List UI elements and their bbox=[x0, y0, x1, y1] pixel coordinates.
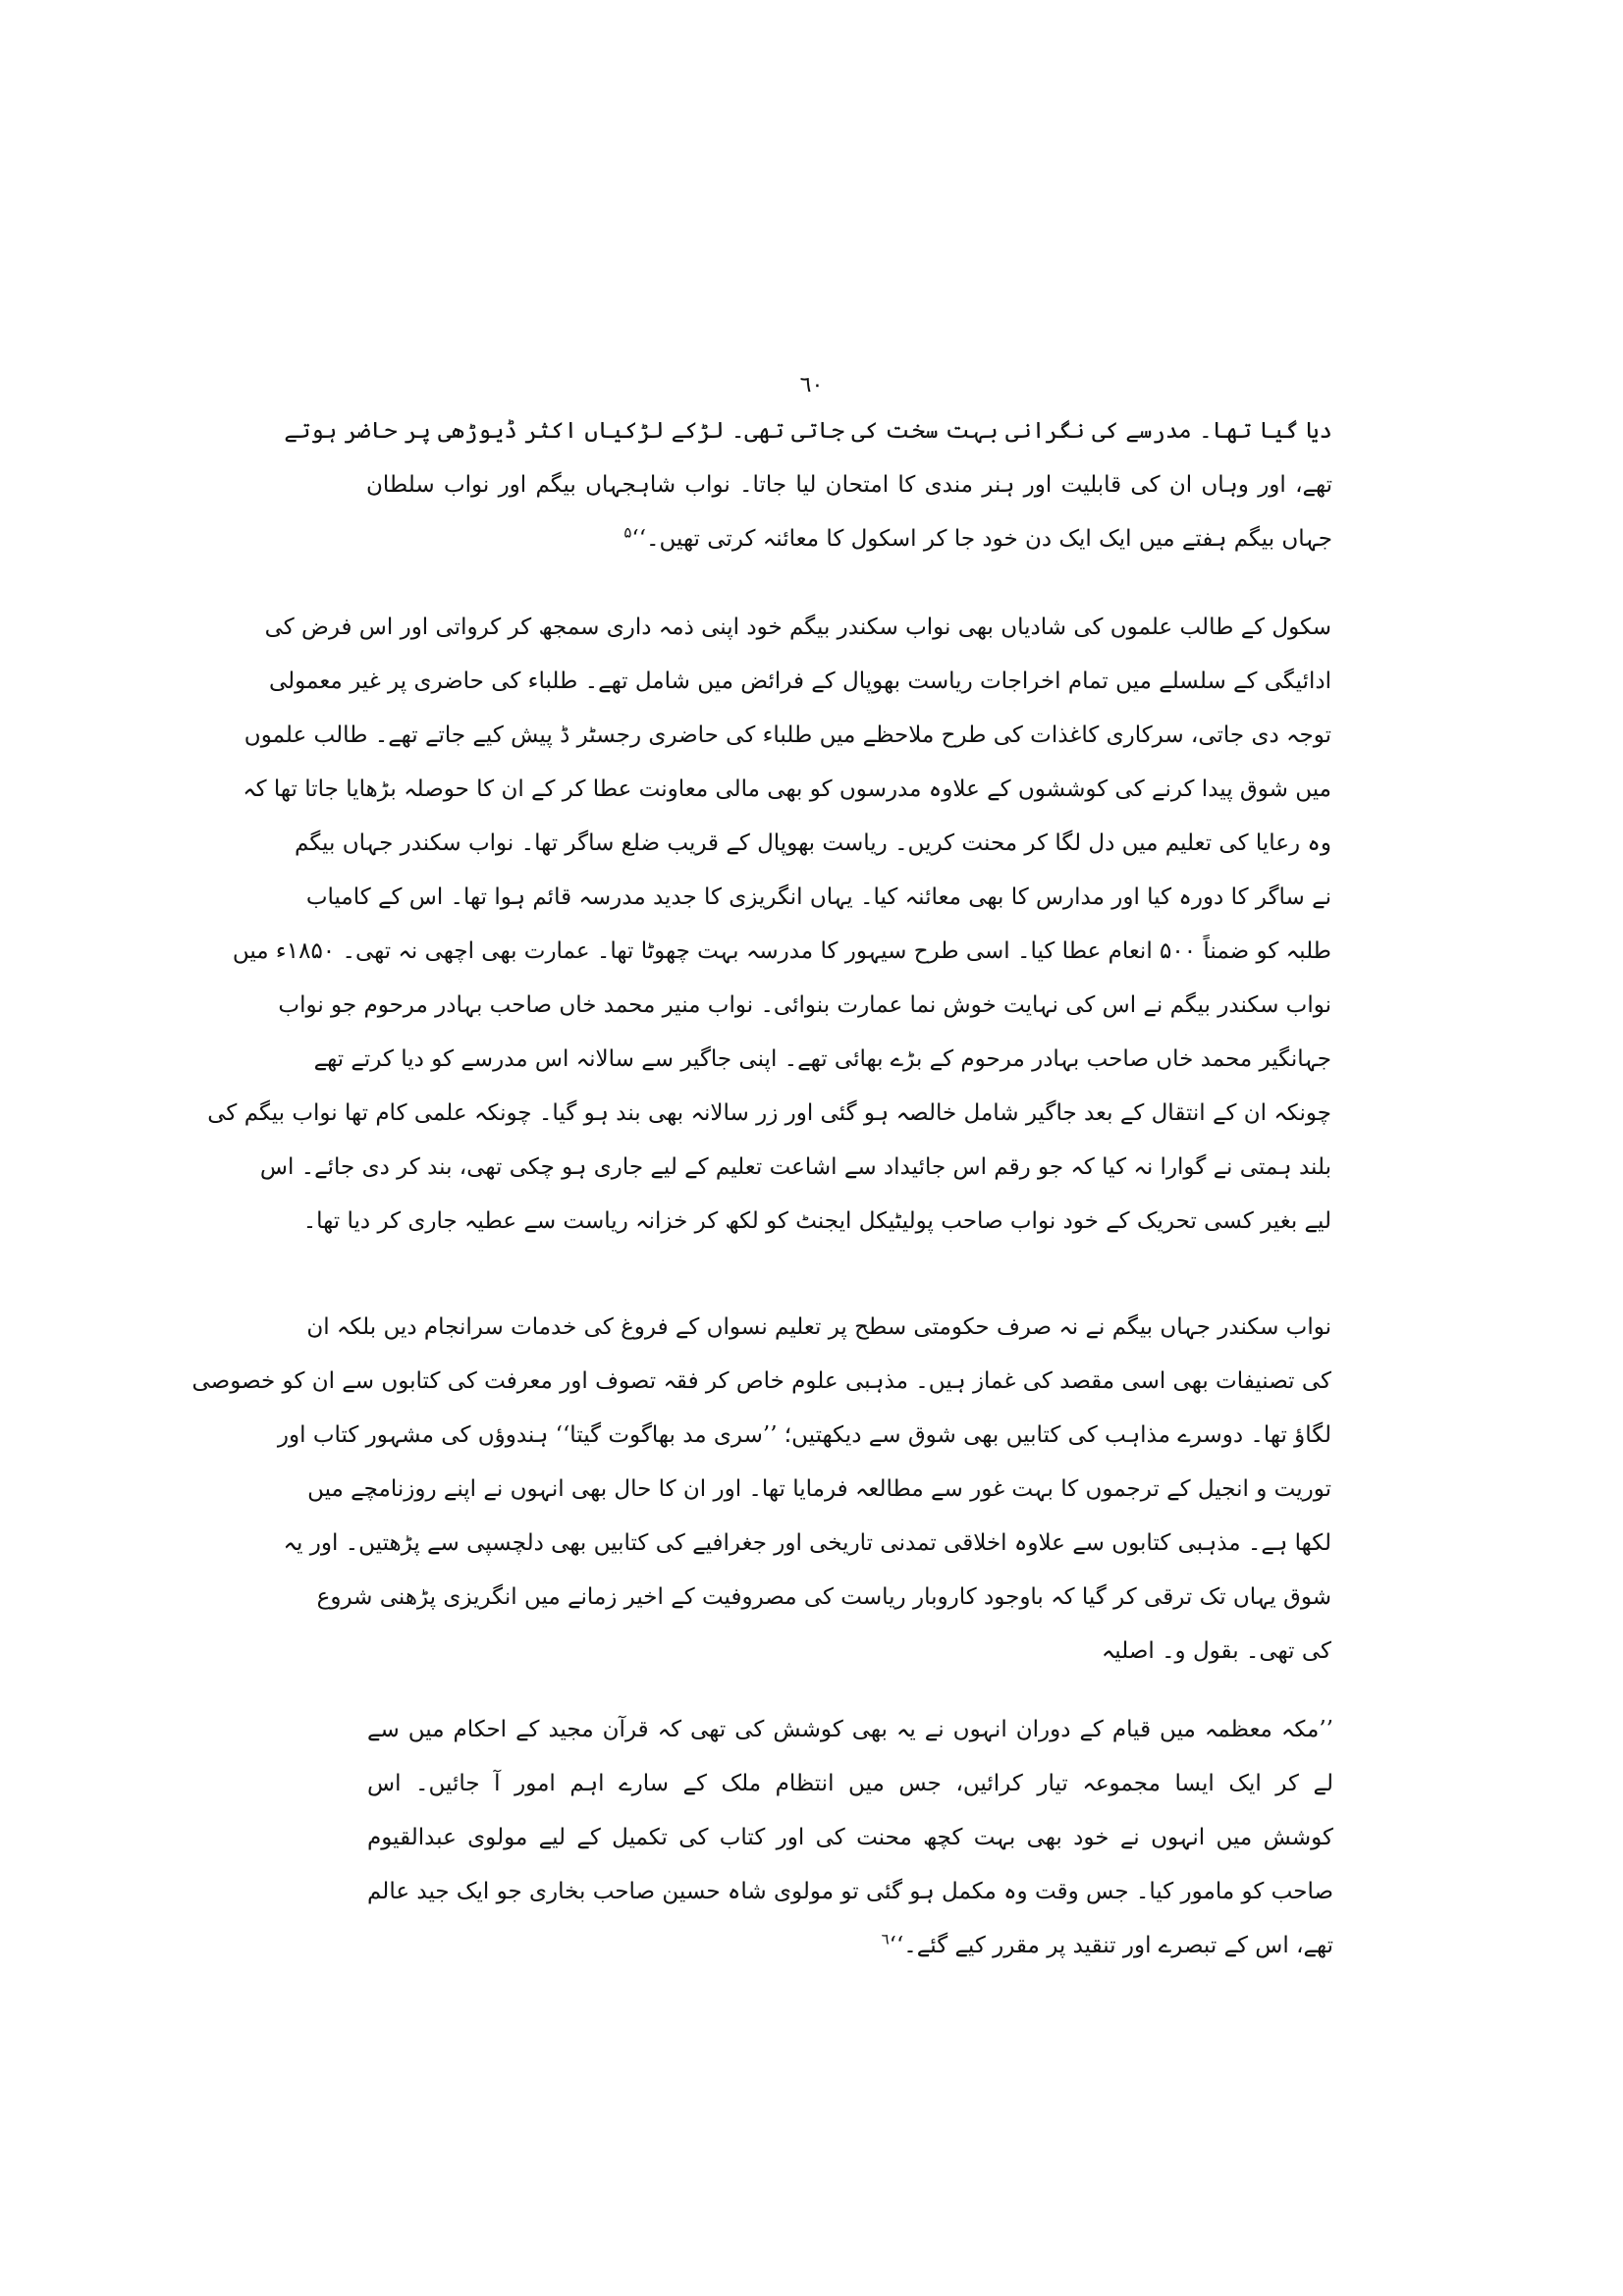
paragraph-1-line: بلند ہمتی نے گوارا نہ کیا کہ جو رقم اس جائیداد سے اشاعت تعلیم کے لیے جاری ہو چکی تھی، بند کر دی جائے۔ اس bbox=[259, 1154, 1331, 1180]
quote-1-line-last bbox=[366, 512, 1332, 566]
block-quote-1 bbox=[284, 404, 1332, 566]
quote-2-line-last bbox=[367, 1919, 1333, 1973]
paragraph-1-line: جہانگیر محمد خاں صاحب بہادر مرحوم کے بڑے بھائی تھے۔ اپنی جاگیر سے سالانہ اس مدرسے کو دیا کرتے تھے bbox=[313, 1046, 1331, 1072]
paragraph-1-line: نواب سکندر بیگم نے اس کی نہایت خوش نما عمارت بنوائی۔ نواب منیر محمد خاں صاحب بہادر مرحوم جو نواب bbox=[278, 992, 1331, 1018]
footnote-marker-6: ٦ bbox=[881, 1930, 890, 1949]
page-number: ٦٠ bbox=[799, 373, 824, 398]
quote-2-line: کوشش میں انہوں نے خود بھی بہت کچھ محنت کی اور کتاب کی تکمیل کے لیے مولوی عبدالقیوم bbox=[367, 1825, 1334, 1850]
paragraph-1-line: چونکہ ان کے انتقال کے بعد جاگیر شامل خالصہ ہو گئی اور زر سالانہ بھی بند ہو گیا۔ چونکہ علمی کام تھا نواب بیگم کی bbox=[207, 1100, 1331, 1126]
paragraph-1-line: وہ رعایا کی تعلیم میں دل لگا کر محنت کریں۔ ریاست بھوپال کے قریب ضلع ساگر تھا۔ نواب سکندر جہاں بیگم bbox=[295, 830, 1331, 856]
paragraph-2-line: لکھا ہے۔ مذہبی کتابوں سے علاوہ اخلاقی تمدنی تاریخی اور جغرافیے کی کتابیں بھی دلچسپی سے پڑھتیں۔ اور یہ bbox=[283, 1530, 1331, 1556]
quote-2-line: صاحب کو مامور کیا۔ جس وقت وہ مکمل ہو گئی تو مولوی شاہ حسین صاحب بخاری جو ایک جید عالم bbox=[367, 1879, 1333, 1904]
paragraph-1-line: نے ساگر کا دورہ کیا اور مدارس کا بھی معائنہ کیا۔ یہاں انگریزی کا جدید مدرسہ قائم ہوا تھا۔ اس کے کامیاب bbox=[305, 884, 1331, 910]
paragraph-2-line: کی تصنیفات بھی اسی مقصد کی غماز ہیں۔ مذہبی علوم خاص کر فقہ تصوف اور معرفت کی کتابوں سے ان کو خصوصی bbox=[191, 1368, 1331, 1394]
quote-1-line: دیا گیا تھا۔ مدرسے کی نگرانی بہت سخت کی جاتی تھی۔ لڑکے لڑکیاں اکثر ڈیوڑھی پر حاضر ہوتے bbox=[284, 418, 1332, 444]
paragraph-1-line: طلبہ کو ضمناً ۵۰۰ انعام عطا کیا۔ اسی طرح سیہور کا مدرسہ بہت چھوٹا تھا۔ عمارت بھی اچھی نہ تھی۔ ۱۸۵۰ء میں bbox=[232, 938, 1331, 964]
paragraph-2 bbox=[191, 1301, 1331, 1679]
quote-2-line: لے کر ایک ایسا مجموعہ تیار کرائیں، جس میں انتظام ملک کے سارے اہم امور آ جائیں۔ اس bbox=[367, 1771, 1333, 1796]
paragraph-2-line: نواب سکندر جہاں بیگم نے نہ صرف حکومتی سطح پر تعلیم نسواں کے فروغ کی خدمات سرانجام دیں بلکہ ان bbox=[306, 1314, 1331, 1340]
paragraph-1-line: لیے بغیر کسی تحریک کے خود نواب صاحب پولیٹیکل ایجنٹ کو لکھ کر خزانہ ریاست سے عطیہ جاری کر دیا تھا۔ bbox=[302, 1208, 1331, 1234]
paragraph-2-line: شوق یہاں تک ترقی کر گیا کہ باوجود کاروبار ریاست کی مصروفیت کے اخیر زمانے میں انگریزی پڑھنی شروع bbox=[316, 1584, 1331, 1610]
paragraph-1-line: سکول کے طالب علموں کی شادیاں بھی نواب سکندر بیگم خود اپنی ذمہ داری سمجھ کر کرواتی اور اس فرض کی bbox=[264, 614, 1331, 640]
paragraph-1-line: میں شوق پیدا کرنے کی کوششوں کے علاوہ مدرسوں کو بھی مالی معاونت عطا کر کے ان کا حوصلہ بڑھایا جاتا تھا کہ bbox=[243, 776, 1331, 802]
paragraph-2-line: کی تھی۔ بقول و۔ اصلیہ bbox=[1101, 1638, 1331, 1664]
block-quote-2 bbox=[367, 1703, 1333, 1973]
quote-1-line: تھے، اور وہاں ان کی قابلیت اور ہنر مندی کا امتحان لیا جاتا۔ نواب شاہجہاں بیگم اور نواب سلطان bbox=[366, 472, 1332, 498]
paragraph-1-line: توجہ دی جاتی، سرکاری کاغذات کی طرح ملاحظے میں طلباء کی حاضری رجسٹر ڈ پیش کیے جاتے تھے۔ طالب علموں bbox=[243, 722, 1331, 748]
quote-1-line-text: جہاں بیگم ہفتے میں ایک ایک دن خود جا کر اسکول کا معائنہ کرتی تھیں۔‘‘ bbox=[631, 526, 1332, 552]
paragraph-1 bbox=[207, 601, 1331, 1249]
paragraph-2-line: لگاؤ تھا۔ دوسرے مذاہب کی کتابیں بھی شوق سے دیکھتیں؛ ’’سری مد بھاگوت گیتا‘‘ ہندوؤں کی مشہور کتاب اور bbox=[277, 1422, 1331, 1448]
quote-2-line-text: تھے، اس کے تبصرے اور تنقید پر مقرر کیے گئے۔‘‘ bbox=[889, 1933, 1333, 1958]
quote-2-line: ’’مکہ معظمہ میں قیام کے دوران انہوں نے یہ بھی کوشش کی تھی کہ قرآن مجید کے احکام میں سے bbox=[367, 1717, 1333, 1742]
paragraph-1-line: ادائیگی کے سلسلے میں تمام اخراجات ریاست بھوپال کے فرائض میں شامل تھے۔ طلباء کی حاضری پر غیر معمولی bbox=[268, 668, 1331, 694]
paragraph-2-line: توریت و انجیل کے ترجموں کا بہت غور سے مطالعہ فرمایا تھا۔ اور ان کا حال بھی انہوں نے اپنے روزنامچے میں bbox=[307, 1476, 1331, 1502]
footnote-marker-5: ۵ bbox=[623, 523, 632, 542]
